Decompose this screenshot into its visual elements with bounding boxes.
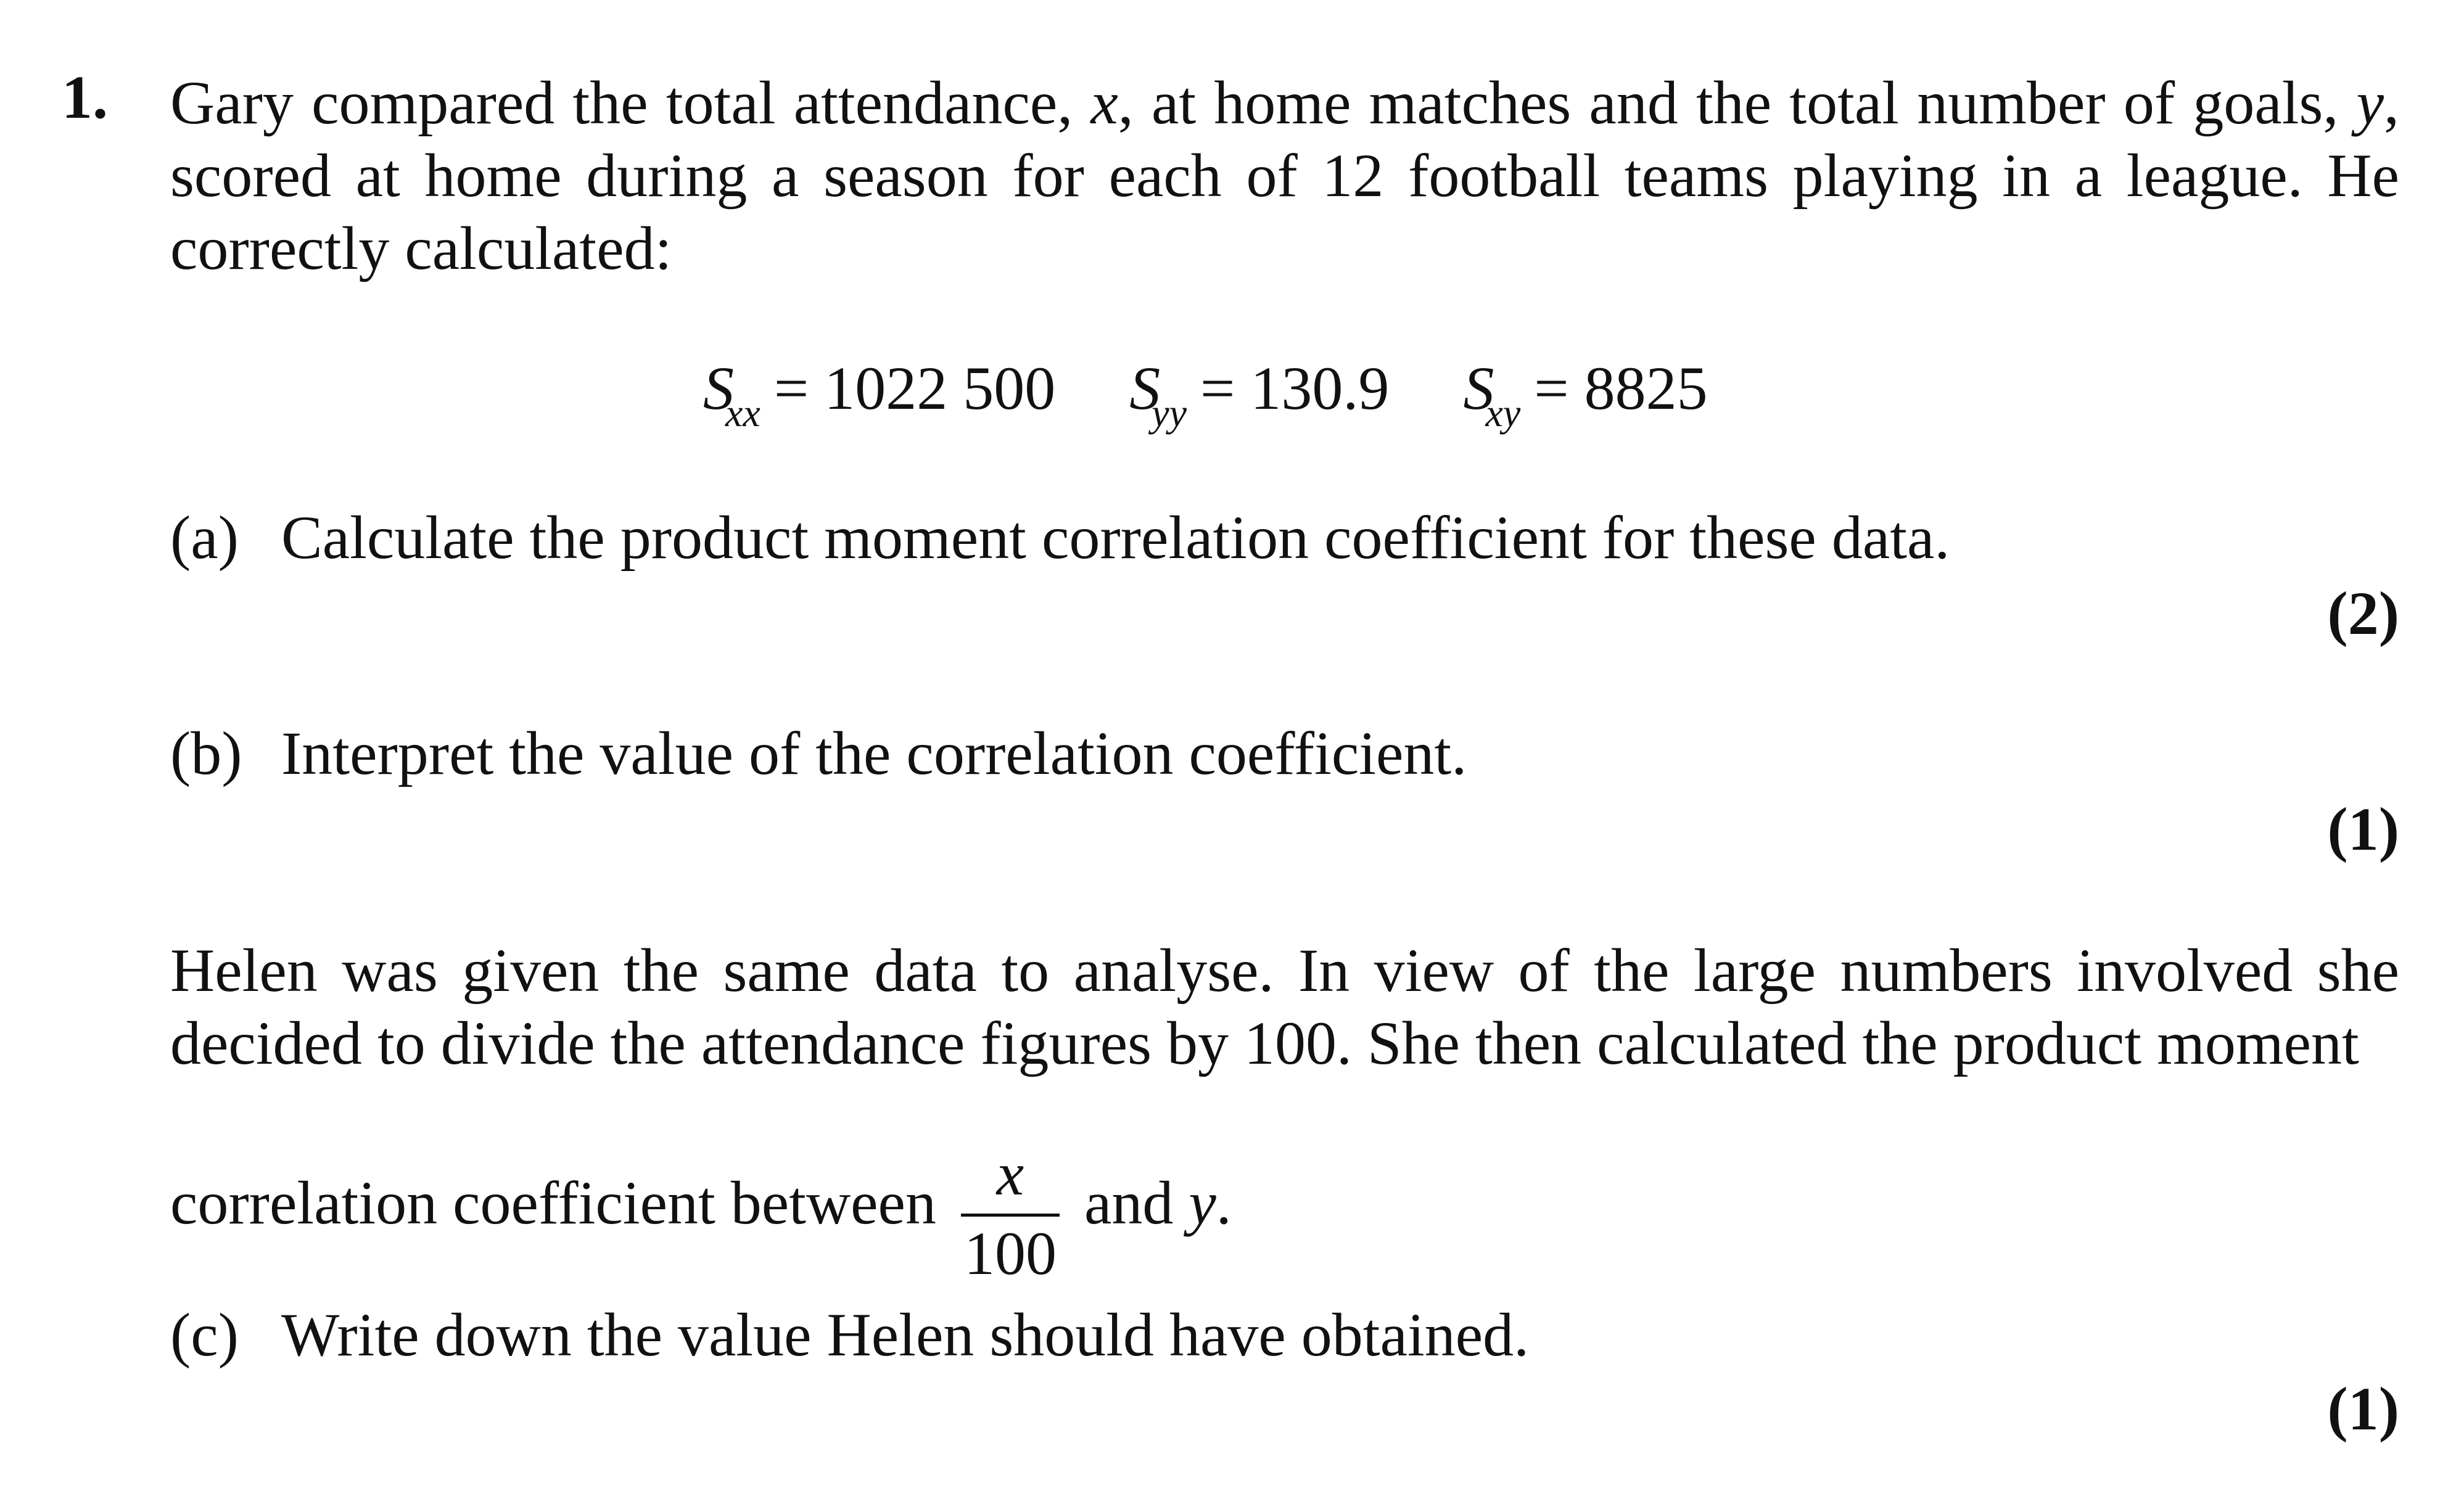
syy-subscript: yy: [1152, 391, 1187, 435]
intro-text-3: , scored at home during a season for each of 12 football teams playing in a league. He correctly calculated:: [170, 68, 2399, 282]
sxy-symbol: S: [1463, 354, 1494, 422]
summary-statistics-equation: [703, 354, 1708, 435]
syy-value: = 130.9: [1200, 354, 1390, 422]
part-c-marks: (1): [2327, 1375, 2399, 1443]
question-number: 1.: [62, 63, 108, 131]
sxx-term: [703, 354, 1056, 435]
sxx-value: = 1022 500: [773, 354, 1056, 422]
part-c-text: Write down the value Helen should have obtained.: [281, 1301, 1530, 1369]
period: .: [1216, 1168, 1232, 1237]
fraction-denominator: 100: [963, 1218, 1057, 1288]
part-a: [170, 503, 1950, 572]
part-a-text: Calculate the product moment correlation coefficient for these data.: [281, 503, 1950, 572]
fraction-x-over-100: [961, 1139, 1060, 1288]
and-text: [1084, 1167, 1232, 1238]
and-word: and: [1084, 1168, 1189, 1237]
part-a-marks: (2): [2327, 579, 2399, 647]
helen-paragraph: Helen was given the same data to analyse. In view of the large numbers involved she decided to divide the attendance figures by 100. She then calculated the product moment: [170, 936, 2399, 1077]
part-b-text: Interpret the value of the correlation coefficient.: [281, 719, 1467, 787]
question-intro: [170, 67, 2399, 285]
fraction-numerator: x: [996, 1139, 1024, 1208]
part-b-marks: (1): [2327, 795, 2399, 863]
coef-prefix: correlation coefficient between: [170, 1168, 936, 1237]
variable-x: x: [1090, 68, 1118, 137]
part-b-label: (b): [170, 719, 242, 787]
variable-y-2: y: [1189, 1168, 1216, 1237]
part-a-label: (a): [170, 503, 239, 572]
sxx-subscript: xx: [725, 391, 760, 435]
sxy-term: [1463, 354, 1708, 435]
sxx-symbol: S: [703, 354, 734, 422]
intro-text-2: , at home matches and the total number of goals,: [1118, 68, 2357, 137]
helen-coefficient-line: [170, 1128, 1232, 1288]
variable-y: y: [2356, 68, 2384, 137]
sxy-subscript: xy: [1485, 391, 1521, 435]
syy-symbol: S: [1129, 354, 1161, 422]
intro-text-1: Gary compared the total attendance,: [170, 68, 1091, 137]
part-b: [170, 719, 1467, 787]
sxy-value: = 8825: [1534, 354, 1708, 422]
syy-term: [1129, 354, 1390, 435]
part-c: [170, 1301, 1530, 1369]
part-c-label: (c): [170, 1301, 239, 1369]
